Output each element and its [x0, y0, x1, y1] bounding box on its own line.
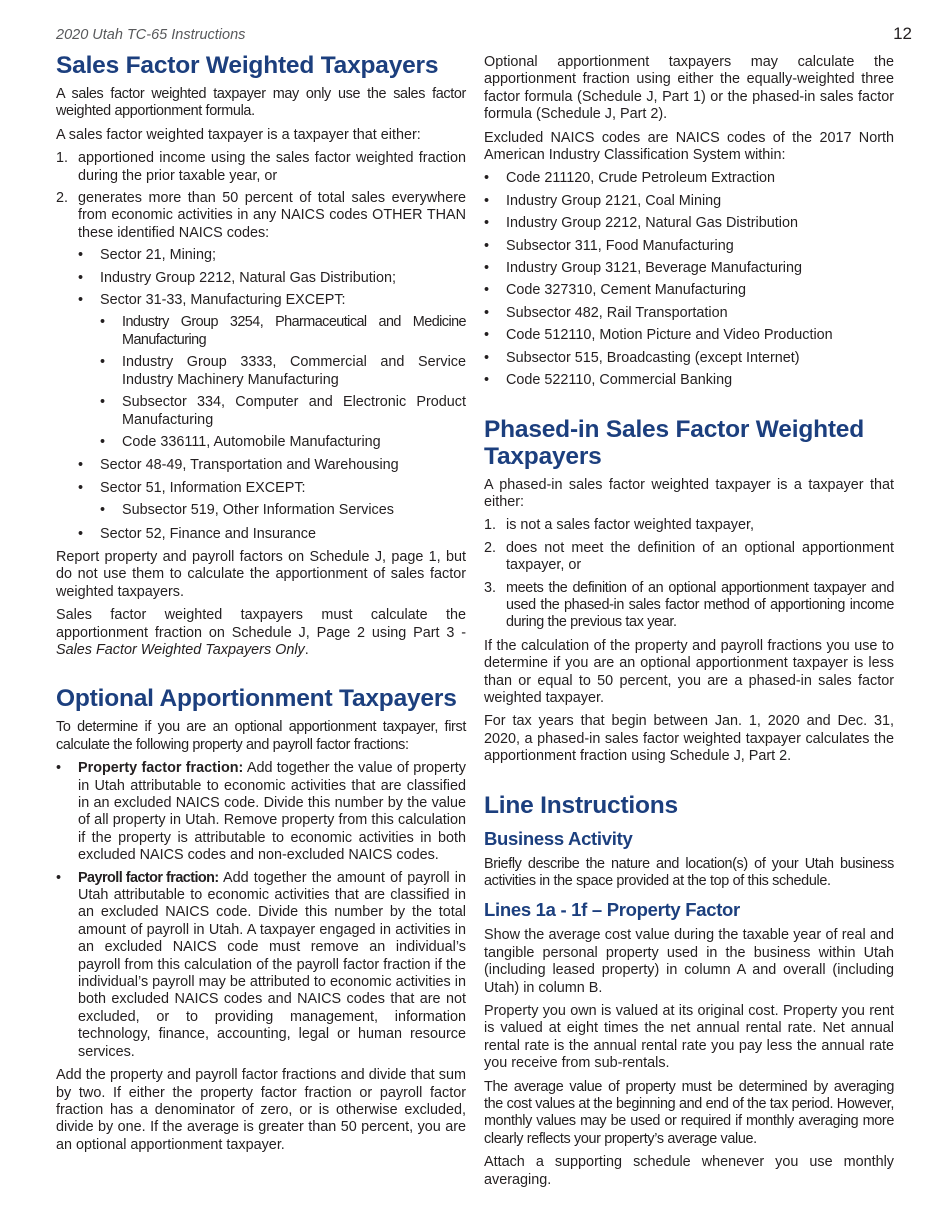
list-item-text: Code 512110, Motion Picture and Video Production	[506, 327, 833, 344]
subheading-property-factor: Lines 1a - 1f – Property Factor	[484, 899, 740, 921]
bullet-icon: •	[484, 349, 490, 366]
list-item-text: Add together the amount of payroll in Utah attributable to economic activities that are classified in an excluded NAICS code. Divide this number by the total amount of payroll in Utah. A taxpayer engaged in activities in an excluded NAICS code must remove an individual’s payroll from this calculation of the payroll factor fraction if the individual’s payroll may be attributed to economic activities in both excluded NAICS codes and NAICS codes that are not excluded, or to providing management, information technology, finance, accounting, legal or human resource services.	[78, 869, 466, 1060]
list-number: 2.	[56, 190, 69, 207]
list-item	[484, 517, 894, 534]
bullet-icon: •	[78, 457, 84, 474]
list-item-text: apportioned income using the sales factor weighted fraction during the prior taxable year, or	[78, 150, 466, 184]
numbered-list	[56, 150, 466, 543]
list-item-text: is not a sales factor weighted taxpayer,	[506, 517, 754, 534]
part-3-reference: Sales Factor Weighted Taxpayers Only	[56, 641, 305, 658]
list-item-text: Subsector 311, Food Manufacturing	[506, 237, 734, 254]
list-item-text: Industry Group 2212, Natural Gas Distribution	[506, 215, 798, 232]
list-item	[484, 170, 894, 187]
numbered-list	[484, 517, 894, 631]
paragraph: Optional apportionment taxpayers may calculate the apportionment fraction using either the equally-weighted three factor formula (Schedule J, Part 1) or the phased-in sales factor formula (Schedule J, Part 2).	[484, 54, 894, 123]
bullet-icon: •	[78, 269, 84, 286]
list-item-text: meets the definition of an optional apportionment taxpayer and used the phased-in sales factor method of apportioning income during the previous tax year.	[506, 579, 894, 631]
list-item-text: Industry Group 3254, Pharmaceutical and Medicine Manufacturing	[122, 314, 466, 348]
list-item-text: generates more than 50 percent of total sales everywhere from economic activities in any NAICS codes OTHER THAN these identified NAICS codes:	[78, 190, 466, 241]
heading-sales-factor-weighted-taxpayers: Sales Factor Weighted Taxpayers	[56, 52, 439, 79]
paragraph: Report property and payroll factors on Schedule J, page 1, but do not use them to calculate the apportionment of sales factor weighted taxpayers.	[56, 548, 466, 600]
list-item-text: Sector 31-33, Manufacturing EXCEPT:	[100, 292, 346, 309]
heading-line-instructions: Line Instructions	[484, 791, 678, 819]
information-except-list	[100, 502, 466, 519]
list-number: 1.	[484, 517, 497, 534]
naics-sector-list	[78, 247, 466, 543]
bullet-icon: •	[484, 304, 490, 321]
list-item	[484, 540, 894, 575]
list-item	[484, 305, 894, 322]
list-item	[78, 292, 466, 451]
list-item	[78, 247, 466, 264]
list-item	[484, 350, 894, 367]
list-item	[56, 760, 466, 864]
manufacturing-except-list	[100, 314, 466, 451]
paragraph: Attach a supporting schedule whenever you use monthly averaging.	[484, 1154, 894, 1188]
bullet-icon: •	[484, 192, 490, 209]
bullet-icon: •	[78, 479, 84, 496]
list-item	[78, 526, 466, 543]
list-item-text: Code 211120, Crude Petroleum Extraction	[506, 170, 776, 187]
list-item-text: Subsector 482, Rail Transportation	[506, 304, 728, 321]
subheading-business-activity: Business Activity	[484, 827, 633, 849]
list-item	[484, 193, 894, 210]
list-item-text: Subsector 515, Broadcasting (except Internet)	[506, 349, 800, 366]
list-item-text: Sector 21, Mining;	[100, 247, 216, 264]
paragraph: Briefly describe the nature and location(s) of your Utah business activities in the space provided at the top of this schedule.	[484, 855, 894, 889]
paragraph: A sales factor weighted taxpayer may only use the sales factor weighted apportionment formula.	[56, 86, 466, 120]
list-number: 1.	[56, 150, 69, 167]
bullet-icon: •	[100, 502, 106, 519]
list-item	[100, 434, 466, 451]
bullet-icon: •	[484, 260, 490, 277]
bullet-icon: •	[56, 869, 62, 886]
list-item-text: Industry Group 3333, Commercial and Service Industry Machinery Manufacturing	[122, 354, 466, 388]
list-item	[56, 190, 466, 543]
bullet-icon: •	[56, 760, 62, 777]
list-item-text: Code 327310, Cement Manufacturing	[506, 282, 746, 299]
left-column	[56, 52, 466, 1160]
bullet-icon: •	[100, 354, 106, 371]
bullet-icon: •	[484, 282, 490, 299]
document-title: 2020 Utah TC-65 Instructions	[56, 27, 246, 43]
list-item	[484, 215, 894, 232]
list-item	[100, 394, 466, 429]
bullet-icon: •	[100, 394, 106, 411]
right-column	[484, 54, 894, 1195]
bullet-icon: •	[78, 525, 84, 542]
list-item-text: Add together the value of property in Utah attributable to economic activities that are classified in an excluded NAICS code. Divide this number by the value of all property in Utah. Remove property from this calculation if the property is attributable to economic activities in both excluded NAICS codes and non-excluded NAICS codes.	[78, 760, 466, 864]
list-item	[56, 150, 466, 185]
list-item	[100, 502, 466, 519]
factor-fraction-list	[56, 760, 466, 1061]
bullet-icon: •	[484, 372, 490, 389]
paragraph: To determine if you are an optional apportionment taxpayer, first calculate the following property and payroll factor fractions:	[56, 719, 466, 753]
page-number: 12	[893, 24, 912, 43]
bullet-icon: •	[100, 433, 106, 450]
list-item	[484, 580, 894, 632]
paragraph	[56, 607, 466, 659]
bullet-icon: •	[484, 215, 490, 232]
list-item	[100, 354, 466, 389]
bullet-icon: •	[100, 314, 106, 331]
paragraph: A phased-in sales factor weighted taxpayer is a taxpayer that either:	[484, 476, 894, 510]
paragraph-text: .	[304, 641, 309, 658]
paragraph: A sales factor weighted taxpayer is a taxpayer that either:	[56, 126, 421, 143]
list-item-text: does not meet the definition of an optional apportionment taxpayer, or	[506, 539, 894, 574]
list-item	[484, 327, 894, 344]
paragraph: Add the property and payroll factor fractions and divide that sum by two. If either the property factor fraction or payroll factor fraction has a denominator of zero, or is otherwise excluded, divide by one. If the average is greater than 50 percent, you are an optional apportionment taxpayer.	[56, 1067, 466, 1153]
list-item	[484, 372, 894, 389]
list-item-text: Industry Group 2121, Coal Mining	[506, 192, 722, 209]
list-item	[56, 870, 466, 1061]
list-item-text: Code 522110, Commercial Banking	[506, 372, 733, 389]
list-item	[484, 238, 894, 255]
bullet-icon: •	[484, 170, 490, 187]
payroll-factor-label: Payroll factor fraction:	[78, 869, 219, 886]
list-item-text: Sector 52, Finance and Insurance	[100, 525, 316, 542]
list-item-text: Sector 51, Information EXCEPT:	[100, 479, 306, 496]
list-item	[484, 282, 894, 299]
heading-optional-apportionment-taxpayers: Optional Apportionment Taxpayers	[56, 685, 457, 713]
list-item-text: Subsector 519, Other Information Services	[122, 502, 394, 519]
list-item-text: Subsector 334, Computer and Electronic Product Manufacturing	[122, 394, 466, 428]
bullet-icon: •	[484, 237, 490, 254]
list-item-text: Industry Group 3121, Beverage Manufacturing	[506, 260, 802, 277]
bullet-icon: •	[78, 247, 84, 264]
excluded-naics-list	[484, 170, 894, 389]
list-item	[78, 457, 466, 474]
paragraph: Excluded NAICS codes are NAICS codes of the 2017 North American Industry Classification System within:	[484, 129, 894, 164]
list-item	[484, 260, 894, 277]
paragraph: If the calculation of the property and payroll fractions you use to determine if you are an optional apportionment taxpayer is less than or equal to 50 percent, you are a phased-in sales factor weighted taxpayer.	[484, 637, 894, 706]
list-item-text: Code 336111, Automobile Manufacturing	[122, 433, 381, 450]
paragraph: The average value of property must be determined by averaging the cost values at the beginning and end of the tax period. However, monthly values may be used or required if monthly averaging more clearly reflects your property’s average value.	[484, 1078, 894, 1147]
list-number: 2.	[484, 539, 497, 556]
bullet-icon: •	[78, 292, 84, 309]
paragraph: Show the average cost value during the taxable year of real and tangible personal property used in the business within Utah (including leased property) in column A and overall (including Utah) in column B.	[484, 927, 894, 996]
paragraph-text: Sales factor weighted taxpayers must calculate the apportionment fraction on Schedule J, Page 2 using Part 3 -	[56, 607, 466, 641]
list-item	[100, 314, 466, 349]
heading-phased-in-sales-factor-weighted-taxpayers: Phased-in Sales Factor Weighted Taxpayers	[484, 415, 864, 470]
list-number: 3.	[484, 579, 497, 596]
bullet-icon: •	[484, 327, 490, 344]
paragraph: Property you own is valued at its original cost. Property you rent is valued at eight times the net annual rental rate. Net annual rental rate is the annual rental rate you pay less the annual rate you receive from sub-rentals.	[484, 1003, 894, 1072]
list-item-text: Industry Group 2212, Natural Gas Distribution;	[100, 269, 396, 286]
property-factor-label: Property factor fraction:	[78, 760, 244, 777]
paragraph: For tax years that begin between Jan. 1, 2020 and Dec. 31, 2020, a phased-in sales factor weighted taxpayer calculates the apportionment fraction using Schedule J, Part 2.	[484, 713, 894, 765]
list-item-text: Sector 48-49, Transportation and Warehousing	[100, 457, 399, 474]
list-item	[78, 480, 466, 520]
list-item	[78, 270, 466, 287]
